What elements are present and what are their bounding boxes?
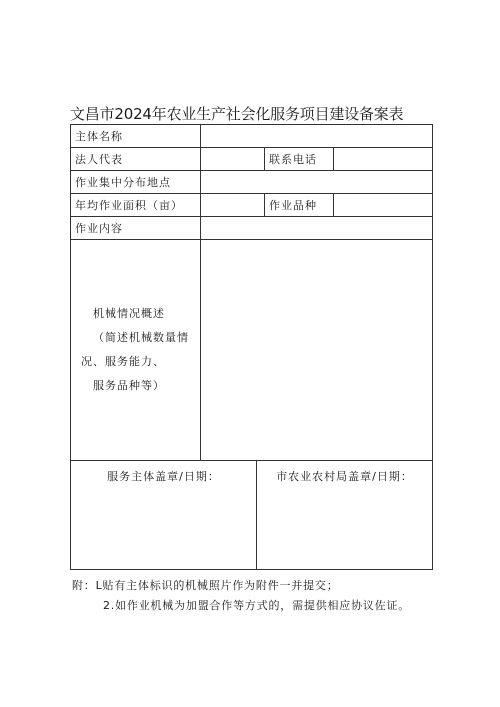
row-subject-name bbox=[71, 125, 433, 148]
contact-phone-label: 联系电话 bbox=[265, 148, 334, 171]
document-title: 文昌市2024年农业生产社会化服务项目建设备案表 bbox=[70, 105, 404, 123]
annual-area-label: 年均作业面积（亩） bbox=[71, 194, 201, 217]
machinery-label-line1: 机械情况概述 bbox=[93, 307, 165, 320]
filing-form-table bbox=[70, 124, 433, 570]
note-agreement-proof: 2.如作业机械为加盟合作等方式的，需提供相应协议佐证。 bbox=[103, 599, 411, 612]
row-seals bbox=[71, 461, 433, 570]
legal-rep-field[interactable] bbox=[201, 148, 265, 171]
content-label: 作业内容 bbox=[71, 217, 201, 240]
subject-name-label: 主体名称 bbox=[71, 125, 201, 148]
note-attachment-photos: 附：L贴有主体标识的机械照片作为附件一并提交； bbox=[72, 579, 339, 592]
content-field[interactable] bbox=[201, 217, 433, 240]
row-legal-rep bbox=[71, 148, 433, 171]
machinery-field[interactable] bbox=[201, 240, 433, 461]
row-location bbox=[71, 171, 433, 194]
subject-seal-cell[interactable] bbox=[71, 461, 257, 570]
bureau-seal-cell[interactable] bbox=[257, 461, 433, 570]
location-label: 作业集中分布地点 bbox=[71, 171, 201, 194]
annual-area-field[interactable] bbox=[201, 194, 265, 217]
crop-type-field[interactable] bbox=[334, 194, 433, 217]
contact-phone-field[interactable] bbox=[334, 148, 433, 171]
subject-seal-label: 服务主体盖章/日期： bbox=[107, 470, 220, 483]
bureau-seal-label: 市农业农村局盖章/日期： bbox=[276, 470, 413, 483]
location-field[interactable] bbox=[201, 171, 433, 194]
row-machinery bbox=[71, 240, 433, 461]
machinery-label-line3: 况、服务能力、 bbox=[81, 355, 165, 368]
machinery-label bbox=[71, 240, 201, 461]
subject-name-field[interactable] bbox=[201, 125, 433, 148]
crop-type-label: 作业品种 bbox=[265, 194, 334, 217]
row-content bbox=[71, 217, 433, 240]
row-annual-area bbox=[71, 194, 433, 217]
machinery-label-line2: （简述机械数量情 bbox=[93, 331, 189, 344]
legal-rep-label: 法人代表 bbox=[71, 148, 201, 171]
machinery-label-line4: 服务品种等） bbox=[93, 379, 165, 392]
